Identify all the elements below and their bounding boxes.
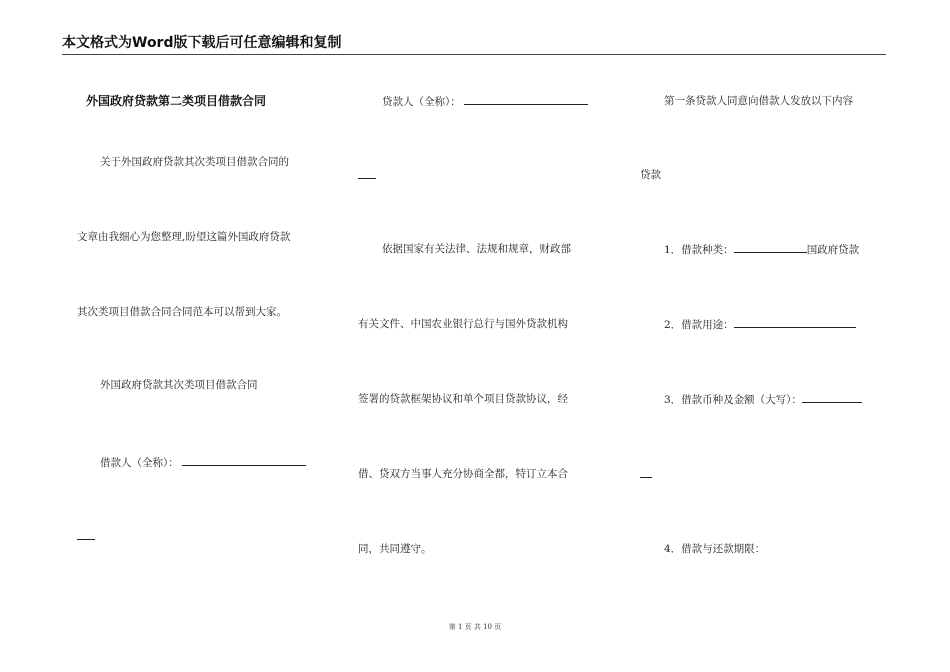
article1-line-2: 贷款 bbox=[640, 169, 661, 181]
item2-loan-purpose bbox=[664, 317, 856, 332]
header-title: 本文格式为Word版下载后可任意编辑和复制 bbox=[62, 35, 342, 51]
item2-blank bbox=[734, 317, 856, 328]
item4-loan-term: 4．借款与还款期限： bbox=[664, 543, 766, 555]
lender-blank bbox=[464, 94, 588, 105]
intro-line-3: 其次类项目借款合同合同范本可以帮到大家。 bbox=[77, 306, 287, 318]
column-2 bbox=[330, 0, 620, 672]
item2-label: 2．借款用途： bbox=[664, 319, 734, 331]
item1-blank bbox=[734, 242, 807, 253]
item3-blank bbox=[802, 392, 862, 403]
item3-label: 3．借款币种及金额（大写）： bbox=[664, 394, 802, 406]
borrower-blank bbox=[182, 455, 306, 466]
borrower-field bbox=[100, 455, 306, 470]
lender-blank-continued bbox=[358, 168, 376, 183]
intro-line-2: 文章由我细心为您整理,盼望这篇外国政府贷款 bbox=[77, 231, 291, 243]
lender-field bbox=[382, 94, 588, 109]
lender-blank-2 bbox=[358, 168, 376, 179]
item3-blank-continued bbox=[640, 467, 652, 482]
item3-currency-amount bbox=[664, 392, 862, 407]
basis-line-2: 有关文件、中国农业银行总行与国外贷款机构 bbox=[358, 318, 568, 330]
basis-line-4: 借、贷双方当事人充分协商全都，特订立本合 bbox=[358, 468, 568, 480]
borrower-label: 借款人（全称）： bbox=[100, 457, 179, 469]
contract-title: 外国政府贷款第二类项目借款合同 bbox=[86, 94, 267, 108]
basis-line-3: 签署的贷款框架协议和单个项目贷款协议，经 bbox=[358, 393, 568, 405]
subtitle: 外国政府贷款其次类项目借款合同 bbox=[100, 379, 258, 391]
intro-line-1: 关于外国政府贷款其次类项目借款合同的 bbox=[100, 156, 289, 168]
item1-loan-type bbox=[664, 242, 859, 257]
lender-label: 贷款人（全称）： bbox=[382, 96, 461, 108]
column-1 bbox=[0, 0, 330, 672]
basis-line-1: 依据国家有关法律、法规和规章，财政部 bbox=[382, 243, 571, 255]
basis-line-5: 同，共同遵守。 bbox=[358, 543, 432, 555]
borrower-blank-2 bbox=[77, 529, 95, 540]
page-number: 第 1 页 共 10 页 bbox=[448, 623, 502, 631]
column-3 bbox=[620, 0, 930, 672]
borrower-blank-continued bbox=[77, 529, 95, 544]
item1-suffix: 国政府贷款 bbox=[806, 244, 860, 256]
item3-blank-2 bbox=[640, 467, 652, 478]
article1-line-1: 第一条贷款人同意向借款人发放以下内容 bbox=[664, 95, 853, 107]
item1-prefix: 1．借款种类： bbox=[664, 244, 734, 256]
